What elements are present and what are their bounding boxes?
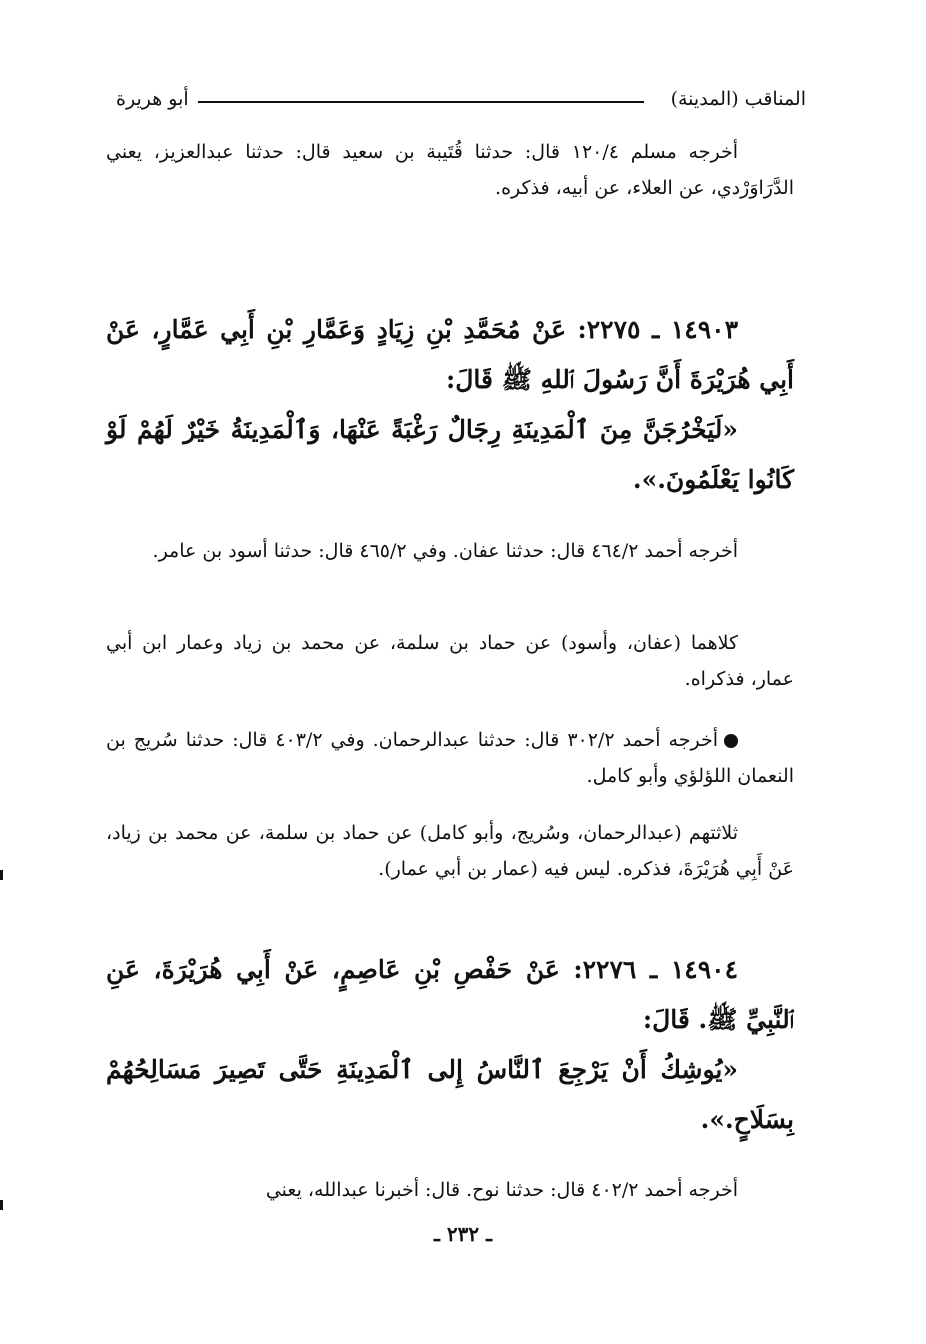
margin-mark [0,1200,3,1210]
hadith-isnad-14903: ١٤٩٠٣ ـ ٢٢٧٥: عَنْ مُحَمَّدِ بْنِ زِيَادٍ وَعَمَّارِ بْنِ أَبِي عَمَّارٍ، عَنْ أَبِي هُرَيْرَةَ أَنَّ رَسُولَ ٱللهِ ﷺ قَالَ: [106,315,794,394]
header-companion-name: أبو هريرة [116,88,189,110]
hadith-matn-14903: «لَيَخْرُجَنَّ مِنَ ٱلْمَدِينَةِ رِجَالٌ رَغْبَةً عَنْهَا، وَٱلْمَدِينَةُ خَيْرٌ لَهُمْ لَوْ كَانُوا يَعْلَمُونَ.». [106,415,794,494]
hadith-isnad-14904: ١٤٩٠٤ ـ ٢٢٧٦: عَنْ حَفْصِ بْنِ عَاصِمٍ، عَنْ أَبِي هُرَيْرَةَ، عَنِ ٱلنَّبِيِّ ﷺ. قَالَ: [106,955,794,1034]
hadith-matn-14904: «يُوشِكُ أَنْ يَرْجِعَ ٱلنَّاسُ إِلى ٱلْمَدِينَةِ حَتَّى تَصِيرَ مَسَالِحُهُمْ بِسَلَاحٍ.». [106,1055,794,1134]
running-header [106,88,806,120]
bullet-icon [724,734,738,748]
header-section-title: المناقب (المدينة) [670,88,806,110]
page-number: ـ ٢٣٢ ـ [434,1222,492,1246]
reference-paragraph: أخرجه أحمد ٤٠٢/٢ قال: حدثنا نوح. قال: أخبرنا عبدالله، يعني [265,1179,738,1201]
header-rule [198,101,644,103]
reference-text: أخرجه أحمد ٣٠٢/٢ قال: حدثنا عبدالرحمان. وفي ٤٠٣/٢ قال: حدثنا سُريج بن النعمان اللؤلؤي وأبو كامل. [106,729,794,787]
reference-paragraph: كلاهما (عفان، وأسود) عن حماد بن سلمة، عن محمد بن زياد وعمار ابن أبي عمار، فذكراه. [106,632,794,690]
reference-paragraph: أخرجه أحمد ٤٦٤/٢ قال: حدثنا عفان. وفي ٤٦٥/٢ قال: حدثنا أسود بن عامر. [152,540,738,562]
reference-paragraph: ثلاثتهم (عبدالرحمان، وسُريج، وأبو كامل) عن حماد بن سلمة، عن محمد بن زياد، عَنْ أَبِي هُرَيْرَةَ، فذكره. ليس فيه (عمار بن أبي عمار). [106,822,794,880]
margin-mark [0,870,3,880]
reference-paragraph [106,722,794,794]
reference-paragraph: أخرجه مسلم ١٢٠/٤ قال: حدثنا قُتَيبة بن سعيد قال: حدثنا عبدالعزيز، يعني الدَّرَاوَرْدي، عن العلاء، عن أبيه، فذكره. [106,141,794,199]
